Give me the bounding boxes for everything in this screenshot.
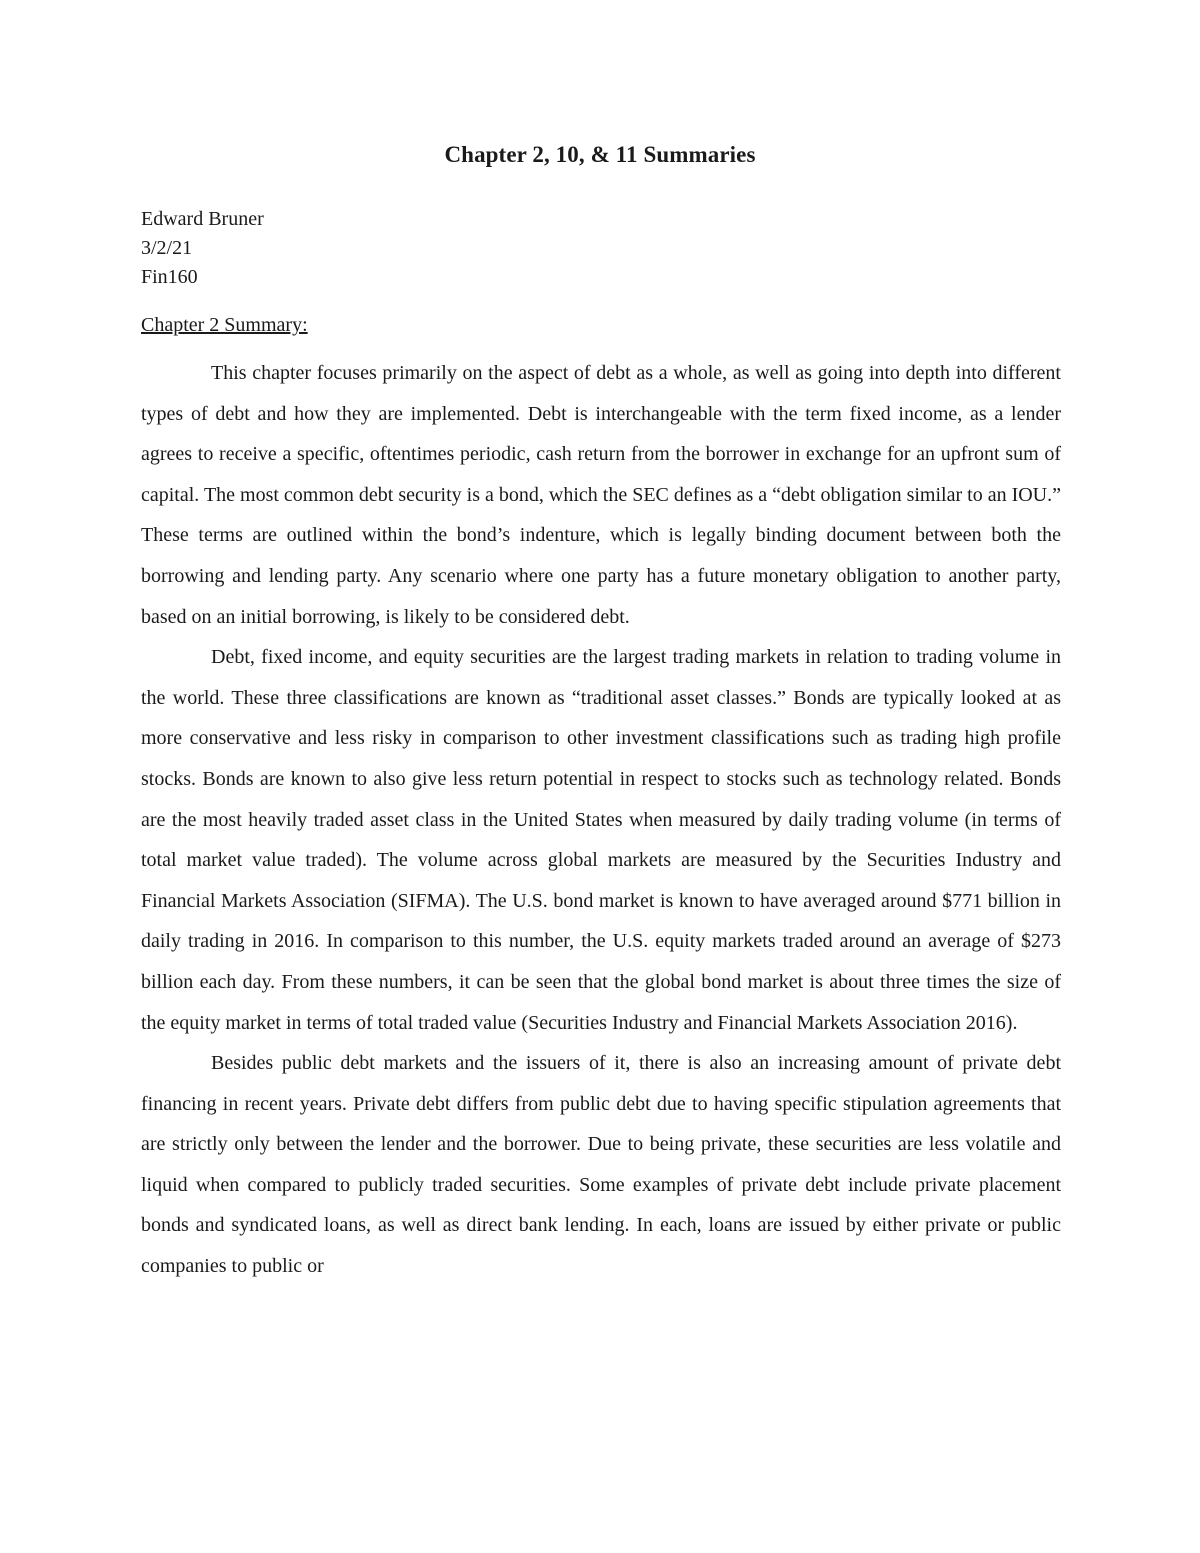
section-heading: Chapter 2 Summary:	[141, 314, 308, 336]
course-code: Fin160	[141, 266, 198, 288]
document-date: 3/2/21	[141, 237, 193, 259]
paragraph: Besides public debt markets and the issuers of it, there is also an increasing amount of private debt financing in recent years. Private debt differs from public debt due to having specific stipulation agreements that are strictly only between the lender and the borrower. Due to being private, these securities are less volatile and liquid when compared to publicly traded securities. Some examples of private debt include private placement bonds and syndicated loans, as well as direct bank lending. In each, loans are issued by either private or public companies to public or	[141, 1052, 1061, 1278]
document-title: Chapter 2, 10, & 11 Summaries	[444, 142, 756, 167]
paragraph: This chapter focuses primarily on the aspect of debt as a whole, as well as going into depth into different types of debt and how they are implemented. Debt is interchangeable with the term fixed income, as a lender agrees to receive a specific, oftentimes periodic, cash return from the borrower in exchange for an upfront sum of capital. The most common debt security is a bond, which the SEC defines as a “debt obligation similar to an IOU.” These terms are outlined within the bond’s indenture, which is legally binding document between both the borrowing and lending party. Any scenario where one party has a future monetary obligation to another party, based on an initial borrowing, is likely to be considered debt.	[141, 362, 1061, 628]
author-name: Edward Bruner	[141, 208, 264, 230]
document-meta	[141, 205, 264, 292]
paragraph: Debt, fixed income, and equity securities are the largest trading markets in relation to trading volume in the world. These three classifications are known as “traditional asset classes.” Bonds are typically looked at as more conservative and less risky in comparison to other investment classifications such as trading high profile stocks. Bonds are known to also give less return potential in respect to stocks such as technology related. Bonds are the most heavily traded asset class in the United States when measured by daily trading volume (in terms of total market value traded). The volume across global markets are measured by the Securities Industry and Financial Markets Association (SIFMA). The U.S. bond market is known to have averaged around $771 billion in daily trading in 2016. In comparison to this number, the U.S. equity markets traded around an average of $273 billion each day. From these numbers, it can be seen that the global bond market is about three times the size of the equity market in terms of total traded value (Securities Industry and Financial Markets Association 2016).	[141, 646, 1061, 1034]
body-text	[141, 353, 1061, 1287]
